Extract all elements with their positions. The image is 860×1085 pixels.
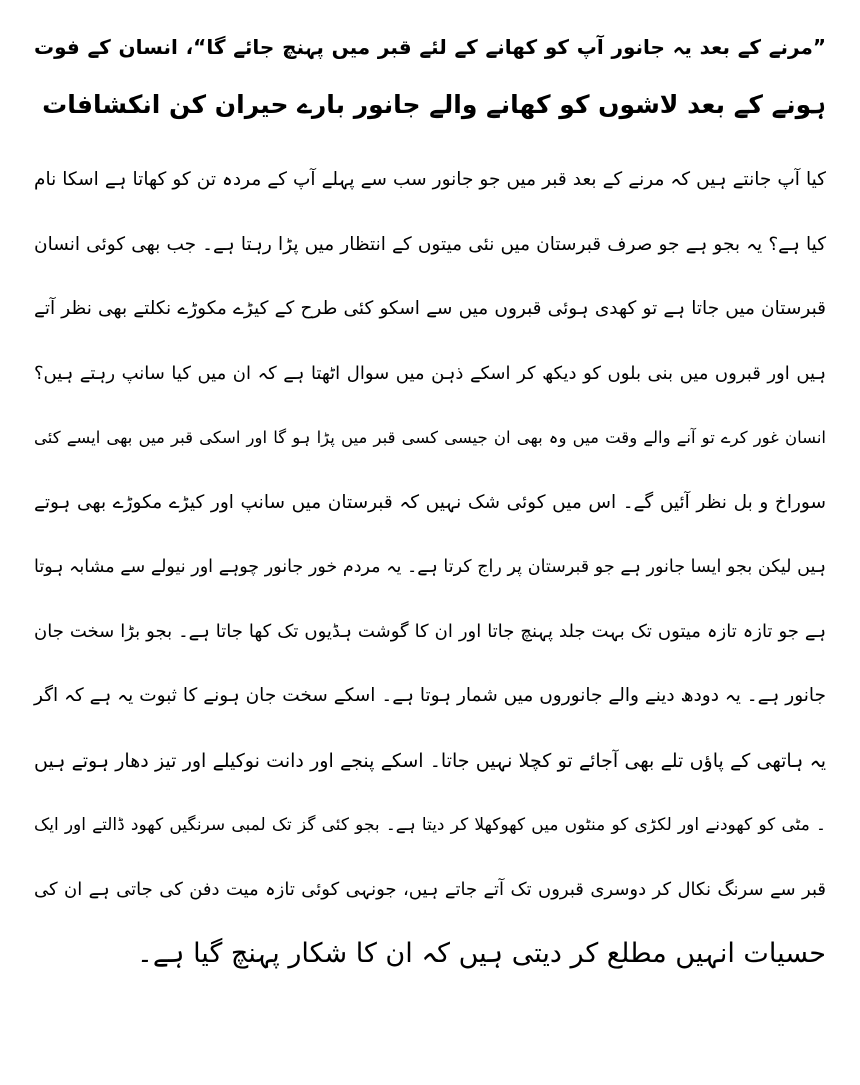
headline-line-1: ”مرنے کے بعد یہ جانور آپ کو کھانے کے لئے قبر میں پہنچ جائے گا“، انسان کے فوت <box>34 35 826 59</box>
article-body <box>34 148 826 987</box>
body-line-4: ہیں اور قبروں میں بنی بلوں کو دیکھ کر اسکے ذہن میں سوال اٹھتا ہے کہ ان میں کیا سانپ رہتے ہیں؟ <box>34 362 826 384</box>
body-line-13: حسیات انہیں مطلع کر دیتی ہیں کہ ان کا شکار پہنچ گیا ہے۔ <box>137 938 826 969</box>
headline-line-2: ہونے کے بعد لاشوں کو کھانے والے جانور بارے حیران کن انکشافات <box>42 90 826 119</box>
body-line-5: انسان غور کرے تو آنے والے وقت میں وہ بھی ان جیسی کسی قبر میں پڑا ہو گا اور اسکی قبر میں بھی ایسے کئی <box>34 428 826 447</box>
body-line-6: سوراخ و بل نظر آئیں گے۔ اس میں کوئی شک نہیں کہ قبرستان میں سانپ اور کیڑے مکوڑے بھی ہوتے <box>34 491 826 513</box>
body-line-1: کیا آپ جانتے ہیں کہ مرنے کے بعد قبر میں جو جانور سب سے پہلے آپ کے مردہ تن کو کھاتا ہے اسکا نام <box>34 169 826 190</box>
body-line-11: ۔ مٹی کو کھودنے اور لکڑی کو منٹوں میں کھوکھلا کر دیتا ہے۔ بجو کئی گز تک لمبی سرنگیں کھود ڈالتے اور ایک <box>34 815 826 835</box>
article-headline <box>34 18 826 134</box>
body-line-2: کیا ہے؟ یہ بجو ہے جو صرف قبرستان میں نئی میتوں کے انتظار میں پڑا رہتا ہے۔ جب بھی کوئی انسان <box>34 233 826 255</box>
body-line-10: یہ ہاتھی کے پاؤں تلے بھی آجائے تو کچلا نہیں جاتا۔ اسکے پنجے اور دانت نوکیلے اور تیز دھار ہوتے ہیں <box>34 749 826 772</box>
body-line-3: قبرستان میں جاتا ہے تو کھدی ہوئی قبروں میں سے اسکو کئی طرح کے کیڑے مکوڑے نکلتے بھی نظر آتے <box>34 298 826 319</box>
body-line-7: ہیں لیکن بجو ایسا جانور ہے جو قبرستان پر راج کرتا ہے۔ یہ مردم خور جانور چوہے اور نیولے سے مشابہ ہوتا <box>34 557 826 577</box>
body-line-9: جانور ہے۔ یہ دودھ دینے والے جانوروں میں شمار ہوتا ہے۔ اسکے سخت جان ہونے کا ثبوت یہ ہے کہ اگر <box>34 685 826 706</box>
body-line-12: قبر سے سرنگ نکال کر دوسری قبروں تک آتے جاتے ہیں، جونہی کوئی تازہ میت دفن کی جاتی ہے ان کی <box>34 878 826 900</box>
body-line-8: ہے جو تازہ تازہ میتوں تک بہت جلد پہنچ جاتا اور ان کا گوشت ہڈیوں تک کھا جاتا ہے۔ بجو بڑا سخت جان <box>34 620 826 642</box>
